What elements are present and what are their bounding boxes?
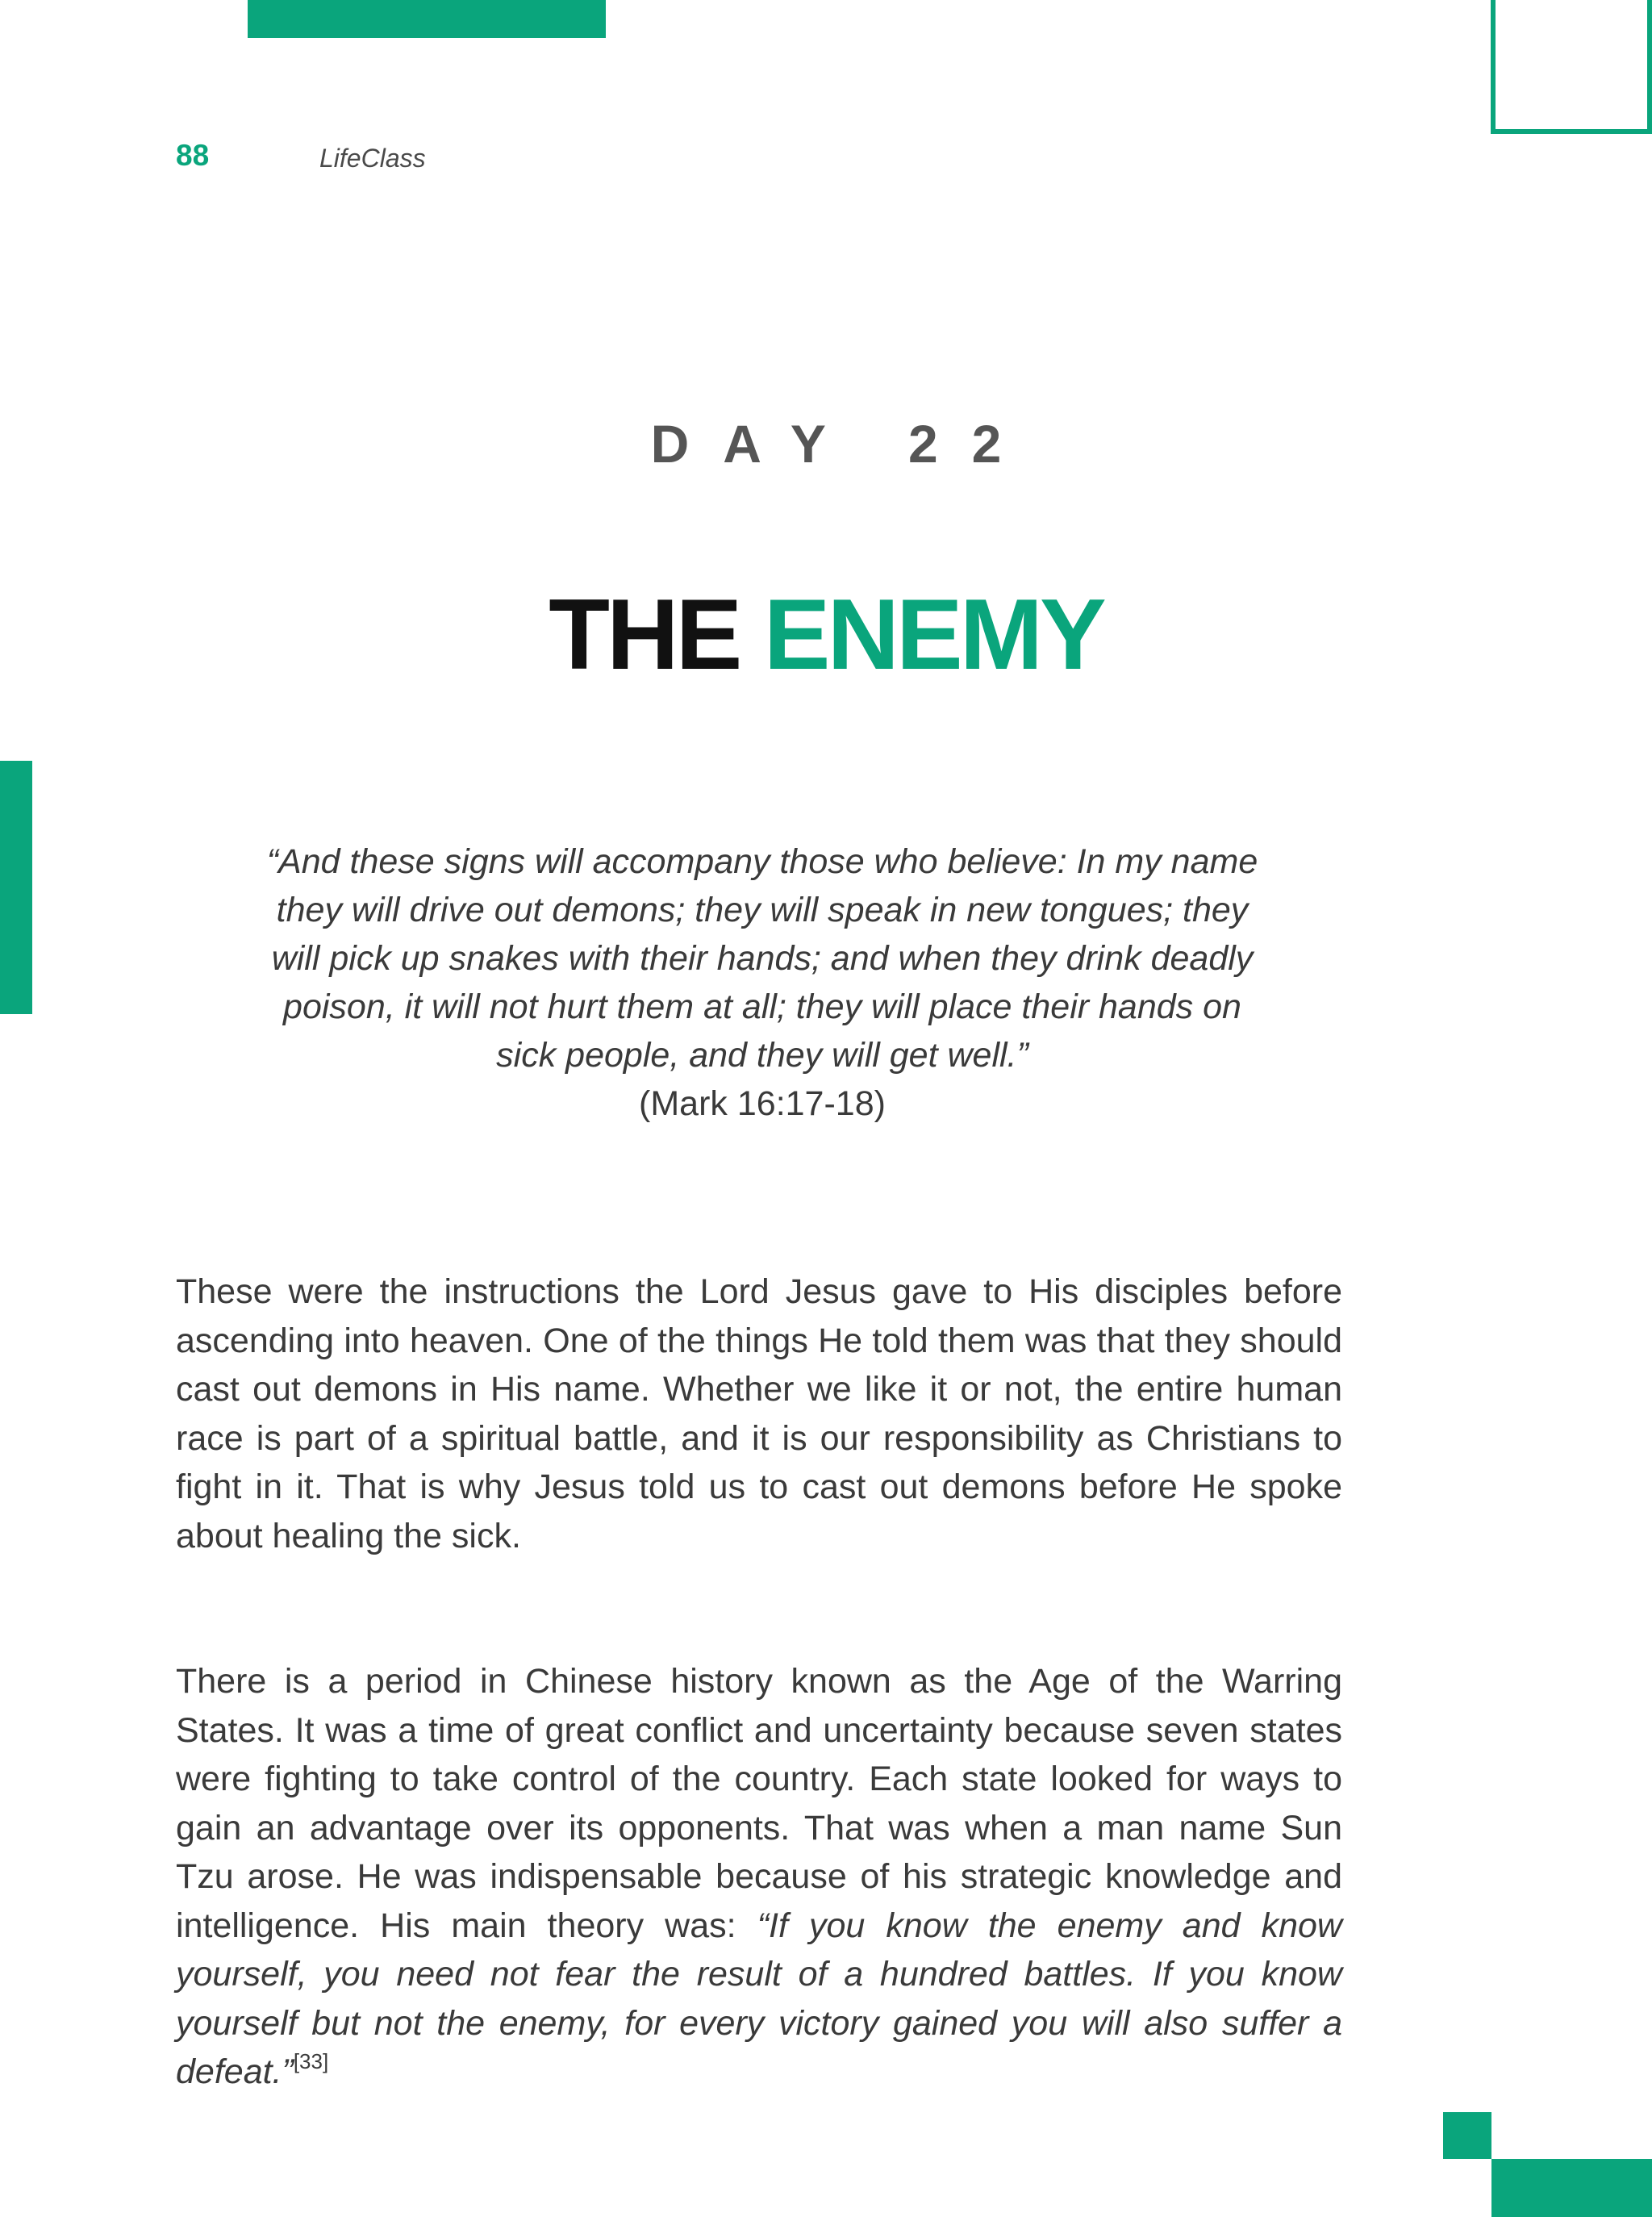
day-word: DAY	[650, 414, 860, 474]
page-number: 88	[176, 139, 210, 172]
body-paragraph-2	[176, 1657, 1342, 2097]
verse-reference: (Mark 16:17-18)	[639, 1084, 886, 1123]
footnote-marker: [33]	[293, 2049, 329, 2073]
left-accent-bar	[0, 761, 32, 1014]
corner-frame	[1491, 0, 1652, 134]
chapter-title	[0, 578, 1652, 692]
verse-text: “And these signs will accompany those who believe: In my name they will drive out demons; they will speak in new tongues; they will pick up snakes with their hands; and when they drink deadly poison, it will not hurt them at all; they will place their hands on sick people, and they will get well.”	[266, 842, 1258, 1075]
day-label	[0, 413, 1652, 474]
running-head: LifeClass	[319, 144, 426, 173]
scripture-quote	[266, 837, 1258, 1128]
title-part-1: THE	[549, 579, 740, 691]
title-part-2: ENEMY	[763, 579, 1103, 691]
sun-tzu-quote: “If you know the enemy and know yourself, you need not fear the result of a hundred battles. If you know yourself but not the enemy, for every victory gained you will also suffer a defeat.”	[176, 1906, 1342, 2091]
top-accent-bar	[248, 0, 606, 38]
paragraph-text: There is a period in Chinese history known as the Age of the Warring States. It was a time of great conflict and uncertainty because seven states were fighting to take control of the country. Each state looked for ways to gain an advantage over its opponents. That was when a man name Sun Tzu arose. He was indispensable because of his strategic knowledge and intelligence. His main theory was:	[176, 1662, 1342, 1945]
body-paragraph-1: These were the instructions the Lord Jesus gave to His disciples before ascending into heaven. One of the things He told them was that they should cast out demons in His name. Whether we like it or not, the entire human race is part of a spiritual battle, and it is our responsibility as Christians to fight in it. That is why Jesus told us to cast out demons before He spoke about healing the sick.	[176, 1272, 1342, 1555]
corner-square-bottom	[1491, 2159, 1652, 2217]
corner-square-small	[1443, 2112, 1491, 2159]
day-number: 22	[907, 414, 1036, 474]
